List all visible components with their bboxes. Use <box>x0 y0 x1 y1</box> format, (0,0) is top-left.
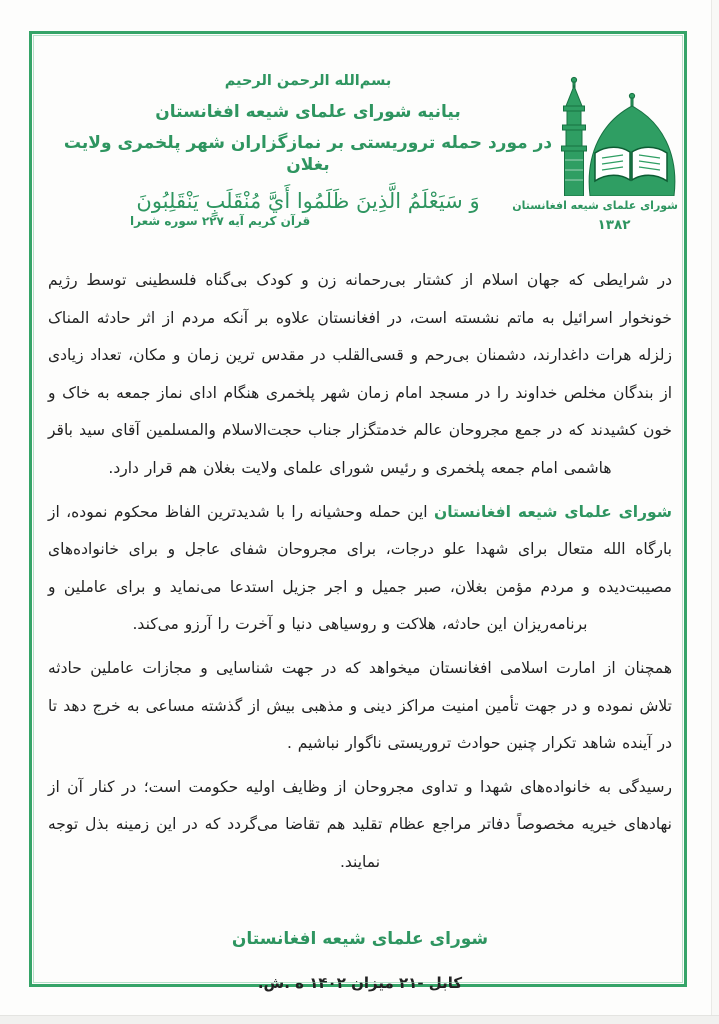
statement-title: بیانیه شورای علمای شیعه افغانستان <box>155 102 461 122</box>
paragraph-4: رسیدگی به خانواده‌های شهدا و تداوی مجروحان از وظایف اولیه حکومت است؛ در کنار آن از نهادهای خیریه مخصوصاً دفاتر مراجع عظام تقلید هم تقاضا می‌گردد که در این زمینه بذل توجه نمایند. <box>48 777 672 871</box>
organization-logo <box>512 74 678 233</box>
verse-citation: قرآن کریم آیه ۲۲۷ سوره شعرا <box>130 214 311 228</box>
paragraph-2 <box>48 494 672 644</box>
signature-organization: شورای علمای شیعه افغانستان <box>231 928 489 949</box>
bismillah-line: بسم‌الله الرحمن الرحیم <box>224 73 392 89</box>
quran-verse: وَ سَيَعْلَمُ الَّذِينَ ظَلَمُوا أَيَّ مُنْقَلَبٍ يَنْقَلِبُونَ <box>136 189 480 213</box>
document-border-frame <box>29 31 687 992</box>
logo-caption: شورای علمای شیعه افغانستان <box>512 199 678 212</box>
paragraph-2-lead: شورای علمای شیعه افغانستان <box>433 502 672 521</box>
paragraph-1: در شرایطی که جهان اسلام از کشتار بی‌رحمانه زن و کودک بی‌گناه فلسطینی توسط رژیم خونخوار اسرائیل به ماتم نشسته است، در افغانستان علاوه بر آنکه مردم از اثر حادثه المناک زلزله هرات داغدارند، دشمنان بی‌رحم و قسی‌القلب در مقدس ترین زمان و مکان، تعداد زیادی از بندگان مخلص خداوند را در مسجد امام زمان شهر پلخمری هنگام ادای نماز جمعه به خاک و خون کشیدند که در جمع مجروحان عالم خدمتگزار جناب حجت‌الاسلام والمسلمین آقای سید باقر هاشمی امام جمعه پلخمری و رئیس شورای علمای ولایت بغلان هم قرار دارد. <box>48 271 672 477</box>
logo-year: ۱۳۸۲ <box>597 217 631 233</box>
scan-edge-bottom <box>0 1015 719 1024</box>
mosque-icon <box>550 74 678 196</box>
statement-body <box>48 262 672 993</box>
paragraph-3: همچنان از امارت اسلامی افغانستان میخواهد که در جهت شناسایی و مجازات عاملین حادثه تلاش نموده و در جهت تأمین امنیت مراکز دینی و مذهبی بیش از گذشته مساعی به خرج دهد تا در آینده شاهد تکرار چنین حوادث تروریستی ناگوار نباشیم . <box>48 658 672 753</box>
paragraph-2-rest: این حمله وحشیانه را با شدیدترین الفاظ محکوم نموده، از بارگاه الله متعال برای شهدا علو درجات، برای مجروحان شفای عاجل و برای خانواده‌های مصیبت‌دیده و مردم مؤمن بغلان، صبر جمیل و اجر جزیل استدعا می‌نماید و برای عاملین و برنامه‌ریزان این حادثه، هلاکت و روسیاهی دنیا و آخرت را آرزو می‌کند. <box>48 502 672 634</box>
document-header <box>46 72 570 228</box>
signature-date: کابل -۲۱ میزان ۱۴۰۲ ه .ش. <box>257 973 463 992</box>
scan-edge-right <box>711 0 719 1024</box>
statement-subtitle: در مورد حمله تروریستی بر نمازگزاران شهر پلخمری ولایت بغلان <box>63 133 553 175</box>
